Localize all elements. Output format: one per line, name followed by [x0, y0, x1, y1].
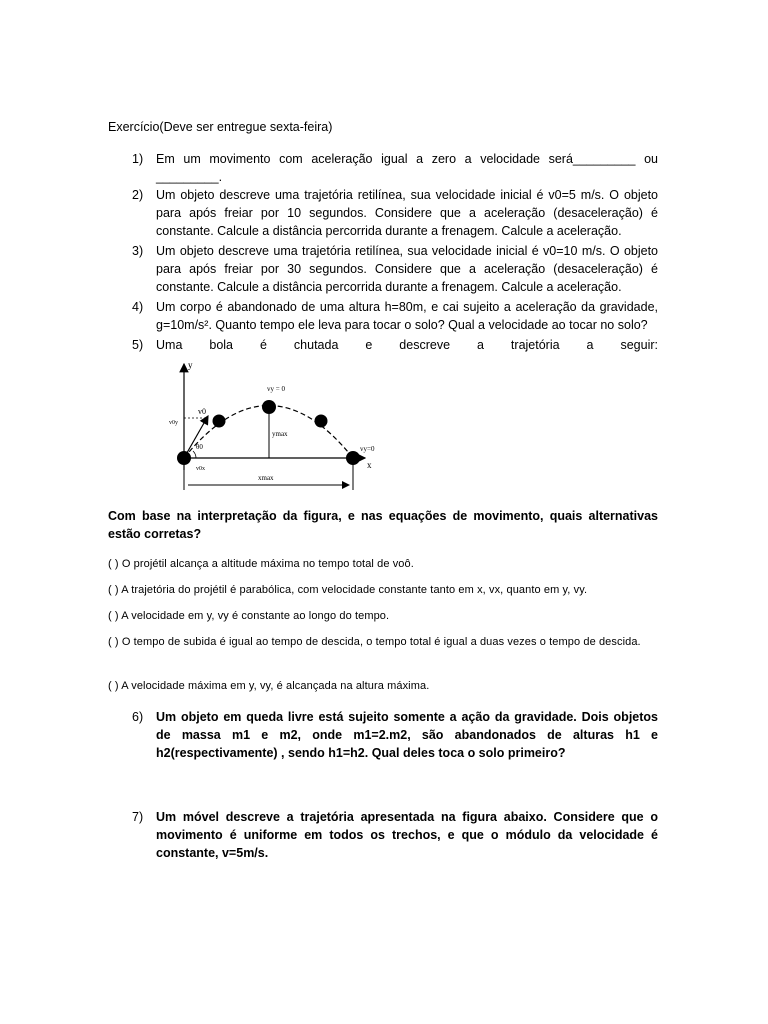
xmax-label: xmax: [258, 474, 274, 482]
question-1: [132, 150, 658, 186]
question-number: 6): [132, 710, 144, 724]
question-text: Um corpo é abandonado de uma altura h=80m, e cai sujeito a aceleração da gravidade, g=10m/s². Quanto tempo ele leva para tocar o solo? Qual a velocidade ao tocar no solo?: [156, 300, 658, 332]
ball-falling: [315, 415, 328, 428]
question-number: 5): [132, 338, 144, 352]
vy-end-label: vy=0: [360, 445, 375, 453]
theta-arc: [193, 451, 196, 458]
question-text: Um móvel descreve a trajetória apresentada na figura abaixo. Considere que o movimento é uniforme em todos os trechos, e que o módulo da velocidade é constante, v=5m/s.: [156, 810, 658, 860]
v0y-label: v0y: [169, 420, 178, 426]
ball-top: [262, 400, 276, 414]
question-number: 3): [132, 244, 144, 258]
alternative-3: ( ) A velocidade em y, vy é constante ao longo do tempo.: [108, 610, 390, 622]
page-title: Exercício(Deve ser entregue sexta-feira): [108, 120, 333, 134]
question-2: [132, 186, 658, 240]
alternative-4: ( ) O tempo de subida é igual ao tempo de descida, o tempo total é igual a duas vezes o tempo de descida.: [108, 636, 641, 648]
ball-rising: [213, 415, 226, 428]
question-prompt: Com base na interpretação da figura, e nas equações de movimento, quais alternativas estão corretas?: [108, 509, 658, 541]
question-6: [132, 708, 658, 762]
question-text: Um objeto em queda livre está sujeito somente a ação da gravidade. Dois objetos de massa m1 e m2, onde m1=2.m2, são abandonados de alturas h1 e h2(respectivamente) , sendo h1=h2. Qual deles toca o solo primeiro?: [156, 710, 658, 760]
alternative-2: ( ) A trajetória do projétil é parabólica, com velocidade constante tanto em x, vx, quanto em y, vy.: [108, 584, 588, 596]
v0-vector: [184, 416, 208, 458]
question-3: [132, 242, 658, 296]
ball-end: [346, 451, 360, 465]
x-axis-label: x: [367, 460, 372, 470]
alternative-1: ( ) O projétil alcança a altitude máxima no tempo total de voô.: [108, 558, 414, 570]
question-4: [132, 298, 658, 334]
ymax-label: ymax: [272, 430, 288, 438]
question-text: Em um movimento com aceleração igual a zero a velocidade será_________ ou _________.: [156, 152, 658, 184]
question-number: 1): [132, 152, 144, 166]
question-text: Uma bola é chutada e descreve a trajetória a seguir:: [156, 338, 658, 352]
vy-top-label: vy = 0: [267, 385, 285, 393]
y-axis-label: y: [188, 360, 193, 370]
alternative-5: ( ) A velocidade máxima em y, vy, é alcançada na altura máxima.: [108, 680, 430, 692]
question-7: [132, 808, 658, 862]
theta-label: θ0: [196, 443, 203, 451]
question-number: 4): [132, 300, 144, 314]
v0-label: v0: [198, 407, 206, 416]
question-number: 2): [132, 188, 144, 202]
question-text: Um objeto descreve uma trajetória retilínea, sua velocidade inicial é v0=5 m/s. O objeto para após freiar por 10 segundos. Considere que a aceleração (desaceleração) é constante. Calcule a distância percorrida durante a frenagem. Calcule a aceleração.: [156, 188, 658, 238]
question-text: Um objeto descreve uma trajetória retilínea, sua velocidade inicial é v0=10 m/s. O objeto para após freiar por 30 segundos. Considere que a aceleração (desaceleração) é constante. Calcule a distância percorrida durante a frenagem. Calcule a aceleração.: [156, 244, 658, 294]
question-number: 7): [132, 810, 144, 824]
question-5: [132, 336, 658, 354]
v0x-label: v0x: [196, 466, 205, 472]
projectile-figure: [160, 358, 380, 493]
